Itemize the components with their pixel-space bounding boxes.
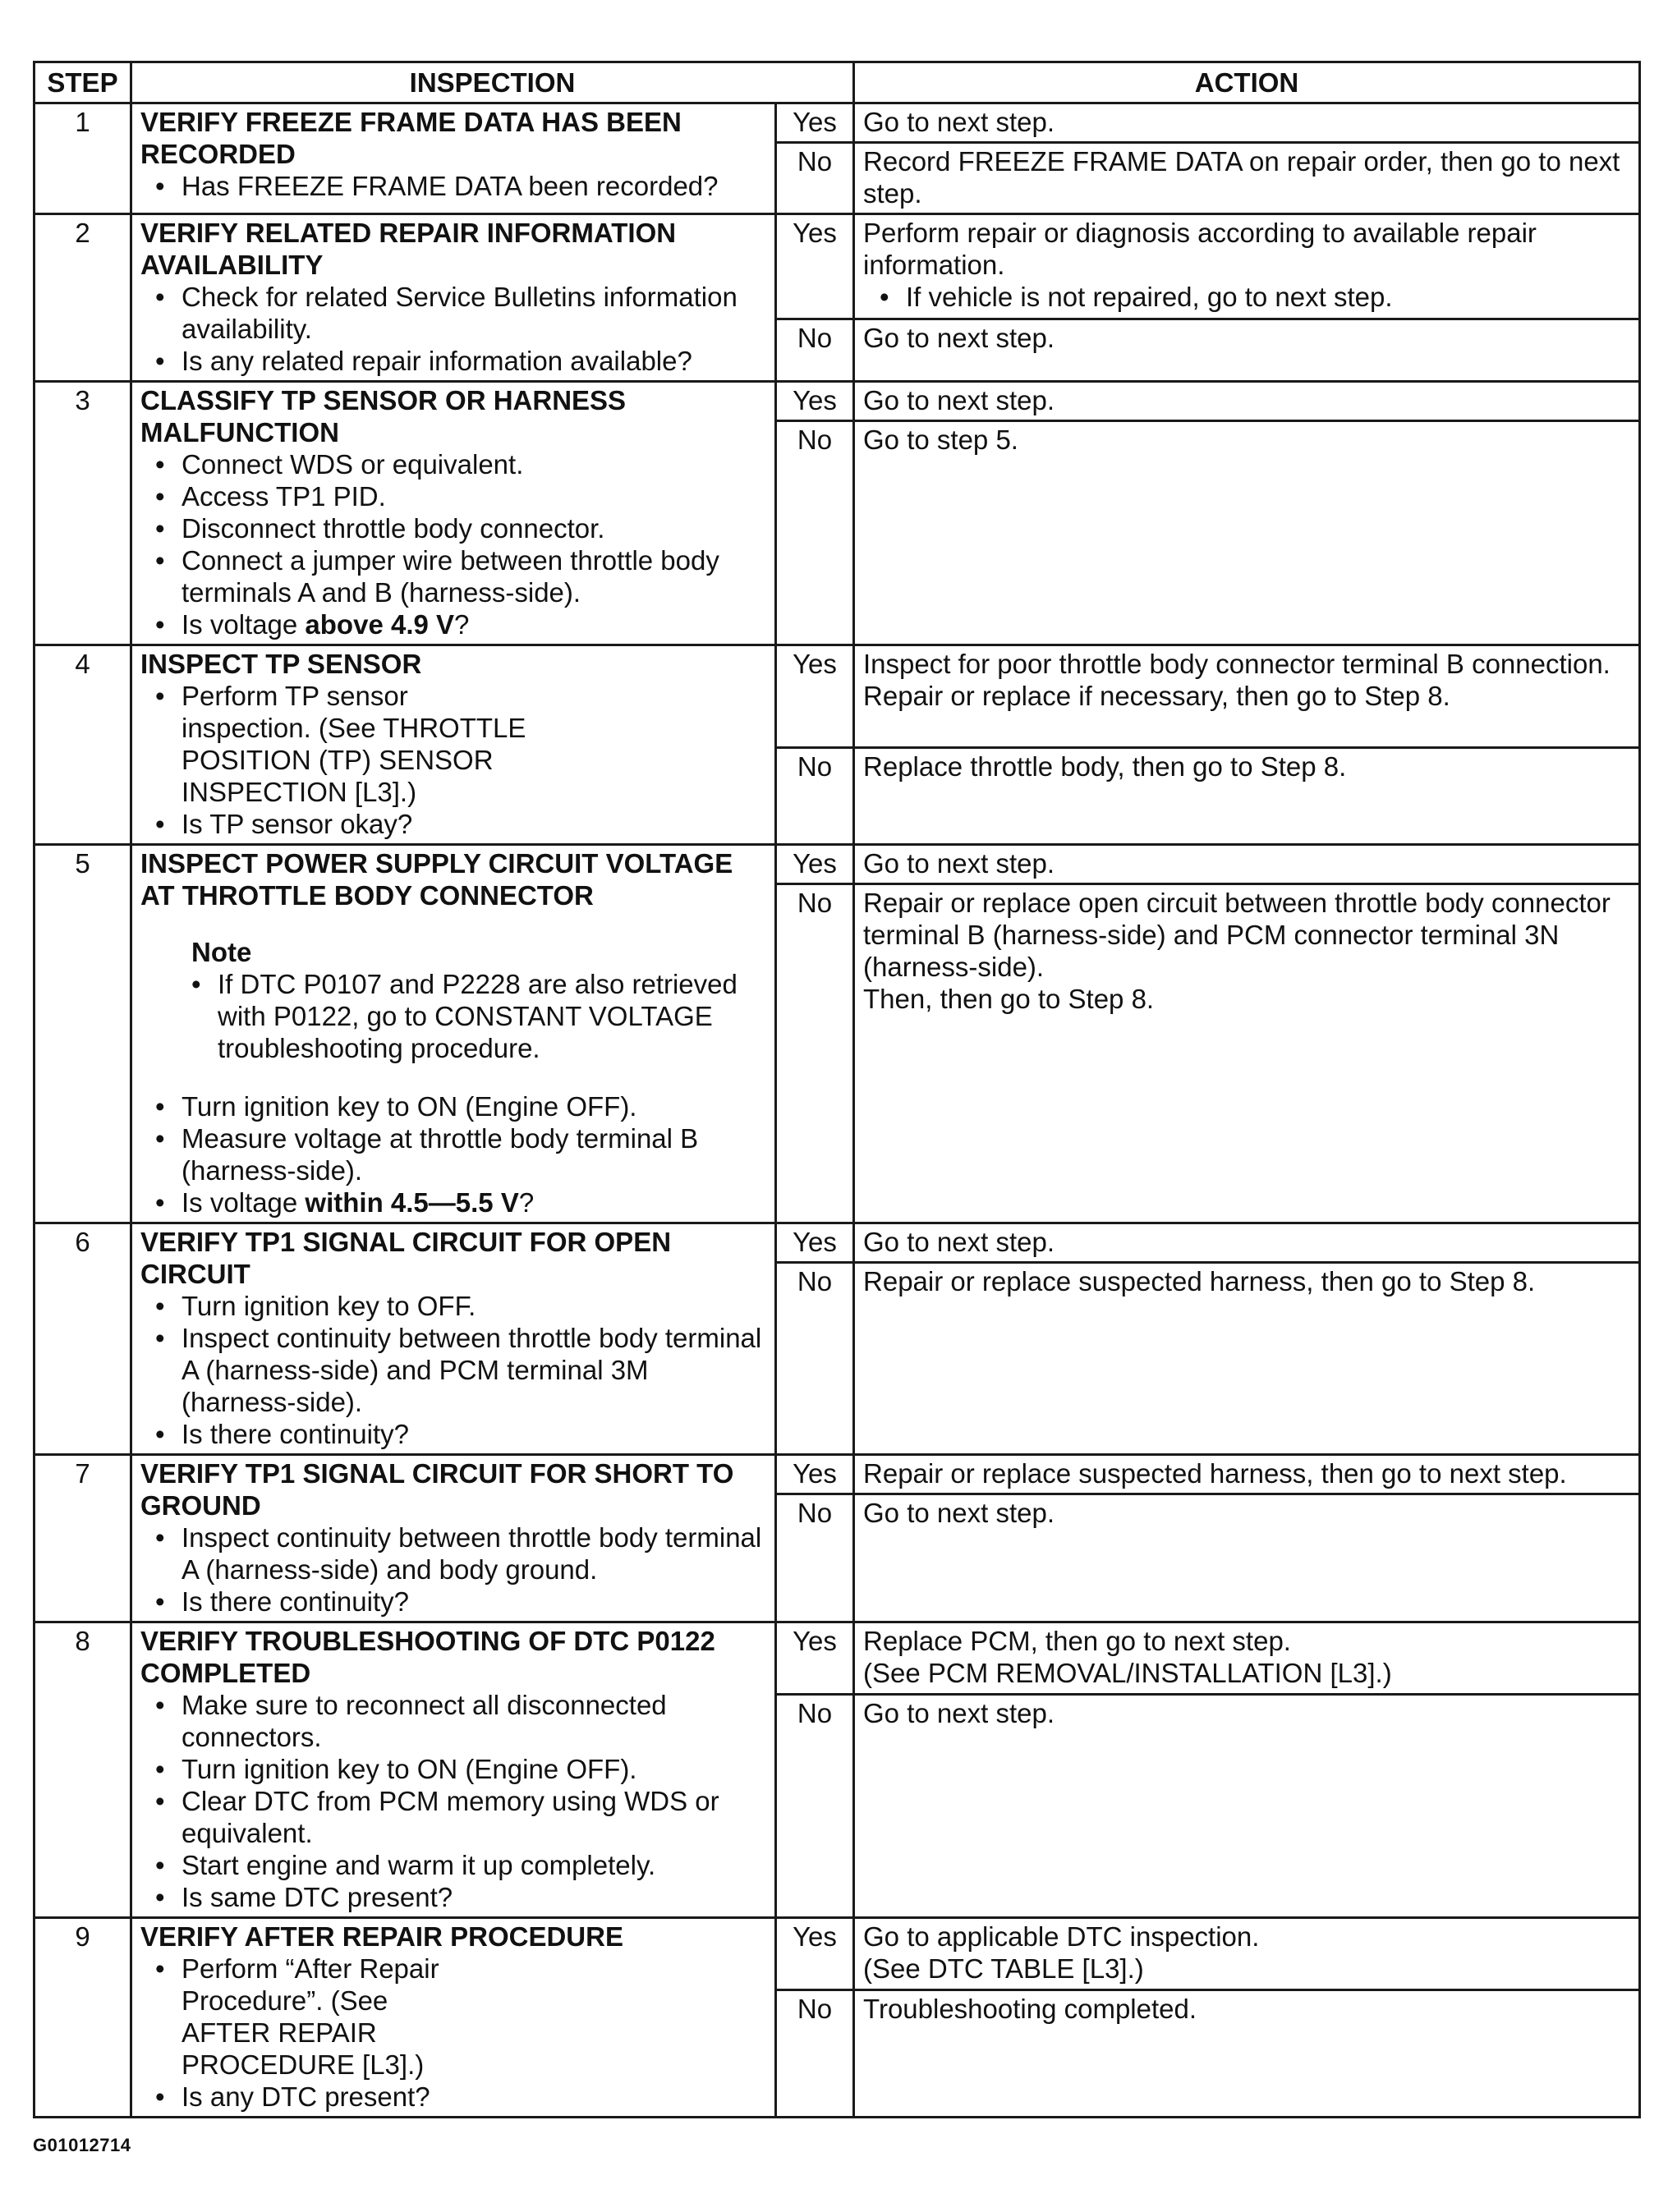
no-action: Repair or replace open circuit between throttle body connector terminal B (harness-side) and PCM connector terminal 3N (harness-side).	[863, 888, 1611, 982]
step-title: CLASSIFY TP SENSOR OR HARNESS MALFUNCTION	[140, 385, 627, 447]
yes-action: Inspect for poor throttle body connector terminal B connection. Repair or replace if necessary, then go to Step 8.	[854, 645, 1640, 748]
step-number: 5	[34, 845, 131, 1223]
question-mark: ?	[518, 1187, 535, 1218]
yes-label: Yes	[776, 214, 854, 319]
yes-label: Yes	[776, 845, 854, 884]
header-row	[34, 62, 1640, 103]
list-item: • Turn ignition key to ON (Engine OFF).	[182, 1090, 766, 1122]
diagnostic-table	[33, 61, 1641, 2118]
list-item: • Turn ignition key to OFF.	[182, 1290, 766, 1322]
inspection-cell	[131, 645, 776, 845]
list-item: • Start engine and warm it up completely.	[182, 1849, 766, 1881]
yes-action: Replace PCM, then go to next step.	[863, 1626, 1291, 1656]
step-number: 6	[34, 1223, 131, 1455]
no-action: Go to next step.	[854, 1494, 1640, 1622]
question-mark: ?	[454, 609, 470, 640]
yes-label: Yes	[776, 1223, 854, 1263]
no-action-cell	[854, 884, 1640, 1223]
list-item: • Make sure to reconnect all disconnected connectors.	[182, 1689, 766, 1753]
step-title: VERIFY RELATED REPAIR INFORMATION AVAILABILITY	[140, 218, 677, 280]
list-item: • Is any related repair information available?	[182, 345, 766, 377]
yes-label: Yes	[776, 645, 854, 748]
voltage-range: within 4.5—5.5 V	[305, 1187, 519, 1218]
inspection-cell	[131, 1622, 776, 1918]
list-item: • Is there continuity?	[182, 1586, 766, 1618]
yes-label: Yes	[776, 1622, 854, 1695]
step-title: VERIFY TP1 SIGNAL CIRCUIT FOR SHORT TO GROUND	[140, 1458, 734, 1521]
list-item: • If vehicle is not repaired, go to next step.	[906, 281, 1630, 313]
no-label: No	[776, 1494, 854, 1622]
yes-action: Go to next step.	[854, 1223, 1640, 1263]
step-number: 4	[34, 645, 131, 845]
yes-label: Yes	[776, 1918, 854, 1990]
no-label: No	[776, 143, 854, 214]
yes-action: Go to next step.	[854, 382, 1640, 421]
diagnostic-procedure	[33, 61, 1638, 2118]
list-item: • Clear DTC from PCM memory using WDS or equivalent.	[182, 1785, 766, 1849]
table-row	[34, 382, 1640, 421]
list-item: • Is there continuity?	[182, 1418, 766, 1450]
no-action: Troubleshooting completed.	[854, 1990, 1640, 2118]
step-title: VERIFY FREEZE FRAME DATA HAS BEEN RECORDED	[140, 107, 682, 169]
no-label: No	[776, 1990, 854, 2118]
yes-action-reference: (See DTC TABLE [L3].)	[863, 1953, 1144, 1984]
inspection-cell	[131, 103, 776, 214]
step-number: 1	[34, 103, 131, 214]
yes-action-reference: (See PCM REMOVAL/INSTALLATION [L3].)	[863, 1658, 1392, 1688]
list-item	[182, 608, 766, 640]
step-title: INSPECT POWER SUPPLY CIRCUIT VOLTAGE AT THROTTLE BODY CONNECTOR	[140, 848, 733, 911]
yes-action-cell	[854, 1622, 1640, 1695]
list-item: • Connect a jumper wire between throttle body terminals A and B (harness-side).	[182, 544, 766, 608]
list-item: • Has FREEZE FRAME DATA been recorded?	[182, 170, 766, 202]
list-item: • Disconnect throttle body connector.	[182, 512, 766, 544]
table-row	[34, 1918, 1640, 1990]
no-action: Go to next step.	[854, 319, 1640, 382]
no-label: No	[776, 421, 854, 645]
list-item: • Turn ignition key to ON (Engine OFF).	[182, 1753, 766, 1785]
no-action: Go to step 5.	[854, 421, 1640, 645]
inspection-column-header: INSPECTION	[131, 62, 854, 103]
yes-action: Go to next step.	[854, 845, 1640, 884]
voltage-threshold: above 4.9 V	[305, 609, 455, 640]
step-number: 8	[34, 1622, 131, 1918]
inspection-cell	[131, 1223, 776, 1455]
list-item: • Perform “After Repair Procedure”. (See AFTER REPAIR PROCEDURE [L3].)	[182, 1953, 766, 2081]
yes-action: Go to applicable DTC inspection.	[863, 1921, 1260, 1952]
note-item: • If DTC P0107 and P2228 are also retrieved with P0122, go to CONSTANT VOLTAGE troubleshooting procedure.	[218, 968, 766, 1064]
no-label: No	[776, 319, 854, 382]
inspection-cell	[131, 845, 776, 1223]
table-row	[34, 1455, 1640, 1494]
list-item: • Access TP1 PID.	[182, 480, 766, 512]
yes-label: Yes	[776, 382, 854, 421]
yes-label: Yes	[776, 1455, 854, 1494]
table-row	[34, 1223, 1640, 1263]
note-title: Note	[191, 937, 252, 967]
list-item: • Is same DTC present?	[182, 1881, 766, 1913]
step-number: 3	[34, 382, 131, 645]
step-title: VERIFY TP1 SIGNAL CIRCUIT FOR OPEN CIRCUIT	[140, 1227, 672, 1289]
step-title: INSPECT TP SENSOR	[140, 649, 422, 679]
yes-action: Go to next step.	[854, 103, 1640, 143]
table-row	[34, 1622, 1640, 1695]
action-column-header: ACTION	[854, 62, 1640, 103]
list-item: • Is any DTC present?	[182, 2081, 766, 2113]
no-label: No	[776, 748, 854, 845]
yes-action-cell	[854, 1918, 1640, 1990]
yes-action: Repair or replace suspected harness, then go to next step.	[854, 1455, 1640, 1494]
yes-label: Yes	[776, 103, 854, 143]
list-item: • Measure voltage at throttle body terminal B (harness-side).	[182, 1122, 766, 1186]
yes-action-cell	[854, 214, 1640, 319]
list-item: • Check for related Service Bulletins information availability.	[182, 281, 766, 345]
inspection-cell	[131, 1455, 776, 1622]
list-item	[182, 1186, 766, 1218]
step-number: 9	[34, 1918, 131, 2118]
list-item: • Connect WDS or equivalent.	[182, 448, 766, 480]
note-box	[191, 936, 766, 1064]
question-text: Is voltage	[182, 1187, 306, 1218]
no-action: Go to next step.	[854, 1695, 1640, 1918]
inspection-cell	[131, 382, 776, 645]
inspection-cell	[131, 1918, 776, 2118]
list-item: • Inspect continuity between throttle body terminal A (harness-side) and body ground.	[182, 1521, 766, 1586]
no-action-followup: Then, then go to Step 8.	[863, 984, 1155, 1014]
no-label: No	[776, 884, 854, 1223]
table-row	[34, 645, 1640, 748]
list-item: • Inspect continuity between throttle body terminal A (harness-side) and PCM terminal 3M (harness-side).	[182, 1322, 766, 1418]
no-action: Replace throttle body, then go to Step 8.	[854, 748, 1640, 845]
step-title: VERIFY AFTER REPAIR PROCEDURE	[140, 1921, 623, 1952]
list-item: • Perform TP sensor inspection. (See THROTTLE POSITION (TP) SENSOR INSPECTION [L3].)	[182, 680, 766, 808]
question-text: Is voltage	[182, 609, 306, 640]
no-action: Repair or replace suspected harness, then go to Step 8.	[854, 1263, 1640, 1455]
step-number: 2	[34, 214, 131, 382]
step-column-header: STEP	[34, 62, 131, 103]
no-action: Record FREEZE FRAME DATA on repair order, then go to next step.	[854, 143, 1640, 214]
no-label: No	[776, 1263, 854, 1455]
no-label: No	[776, 1695, 854, 1918]
yes-action: Perform repair or diagnosis according to available repair information.	[863, 218, 1537, 280]
table-row	[34, 214, 1640, 319]
table-row	[34, 845, 1640, 884]
list-item: • Is TP sensor okay?	[182, 808, 766, 840]
inspection-cell	[131, 214, 776, 382]
document-id: G01012714	[33, 2135, 131, 2155]
step-number: 7	[34, 1455, 131, 1622]
table-row	[34, 103, 1640, 143]
step-title: VERIFY TROUBLESHOOTING OF DTC P0122 COMPLETED	[140, 1626, 715, 1688]
